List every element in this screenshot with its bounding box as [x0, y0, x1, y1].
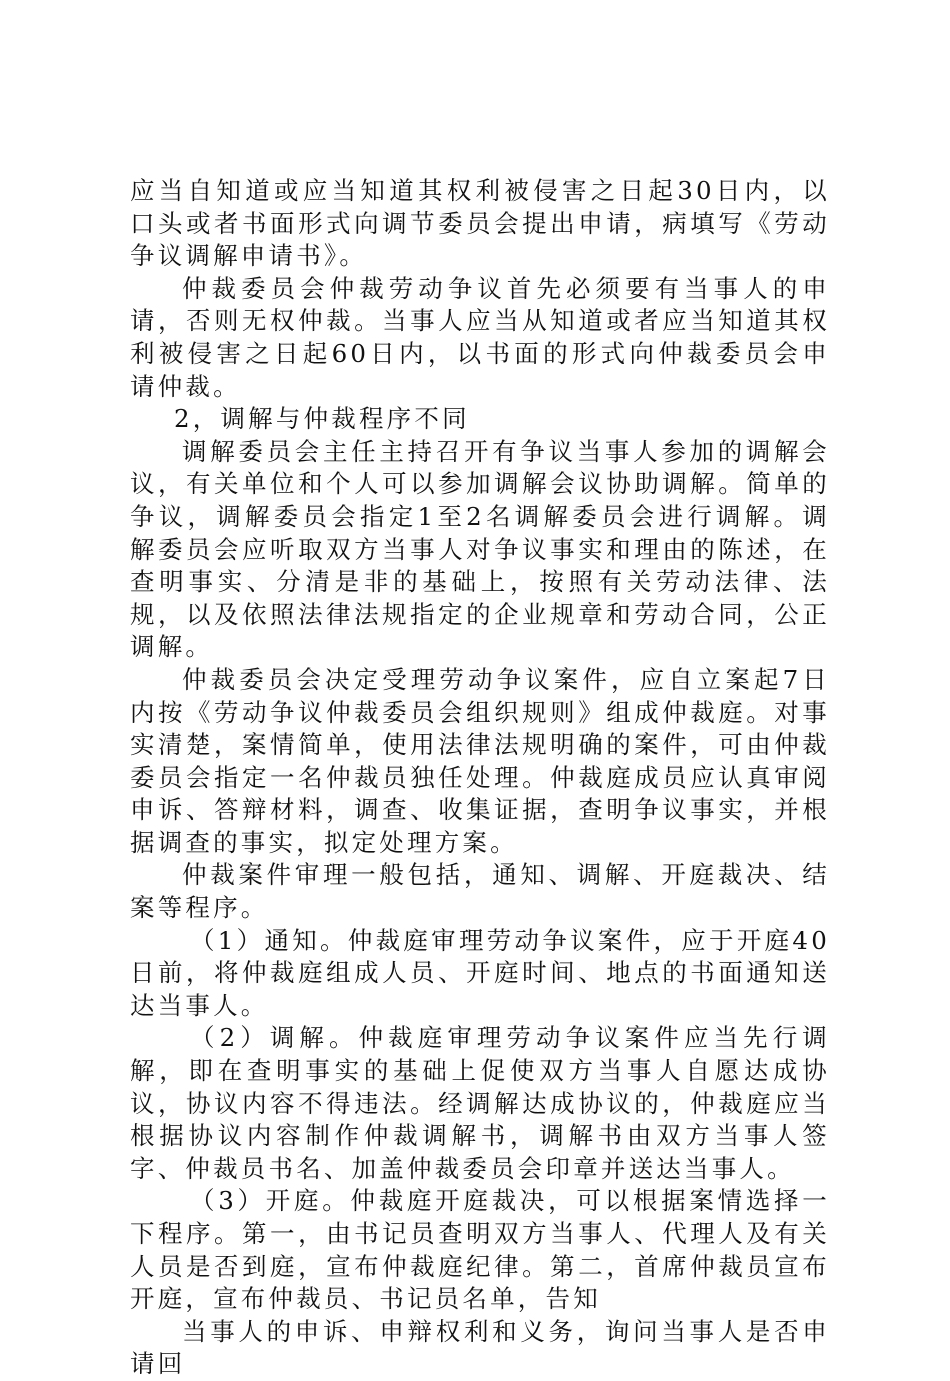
- paragraph-arbitration-application: 仲裁委员会仲裁劳动争议首先必须要有当事人的申请，否则无权仲裁。当事人应当从知道或者应当知道其权利被侵害之日起60日内，以书面的形式向仲裁委员会申请仲裁。: [130, 273, 830, 401]
- paragraph-party-rights: 当事人的申诉、申辩权利和义务，询问当事人是否申请回: [130, 1316, 830, 1379]
- body-text: [130, 175, 830, 1381]
- paragraph-mediation-step: （2）调解。仲裁庭审理劳动争议案件应当先行调解，即在查明事实的基础上促使双方当事人自愿达成协议，协议内容不得违法。经调解达成协议的，仲裁庭应当根据协议内容制作仲裁调解书，调解书由双方当事人签字、仲裁员书名、加盖仲裁委员会印章并送达当事人。: [130, 1023, 830, 1183]
- paragraph-application-deadline: 应当自知道或应当知道其权利被侵害之日起30日内，以口头或者书面形式向调节委员会提出申请，病填写《劳动争议调解申请书》。: [130, 176, 830, 271]
- paragraph-notice-step: （1）通知。仲裁庭审理劳动争议案件，应于开庭40日前，将仲裁庭组成人员、开庭时间、地点的书面通知送达当事人。: [130, 925, 830, 1020]
- paragraph-arbitration-stages: 仲裁案件审理一般包括，通知、调解、开庭裁决、结案等程序。: [130, 860, 830, 923]
- paragraph-hearing-step: （3）开庭。仲裁庭开庭裁决，可以根据案情选择一下程序。第一，由书记员查明双方当事人、代理人及有关人员是否到庭，宣布仲裁庭纪律。第二，首席仲裁员宣布开庭，宣布仲裁员、书记员名单，告知: [130, 1186, 830, 1314]
- paragraph-mediation-meeting: 调解委员会主任主持召开有争议当事人参加的调解会议，有关单位和个人可以参加调解会议协助调解。简单的争议，调解委员会指定1至2名调解委员会进行调解。调解委员会应听取双方当事人对争议事实和理由的陈述，在查明事实、分清是非的基础上，按照有关劳动法律、法规，以及依照法律法规指定的企业规章和劳动合同，公正调解。: [130, 436, 830, 662]
- paragraph-arbitration-tribunal: 仲裁委员会决定受理劳动争议案件，应自立案起7日内按《劳动争议仲裁委员会组织规则》组成仲裁庭。对事实清楚，案情简单，使用法律法规明确的案件，可由仲裁委员会指定一名仲裁员独任处理。仲裁庭成员应认真审阅申诉、答辩材料，调查、收集证据，查明争议事实，并根据调查的事实，拟定处理方案。: [130, 664, 830, 857]
- section-heading-procedure-difference: 2，调解与仲裁程序不同: [174, 404, 470, 434]
